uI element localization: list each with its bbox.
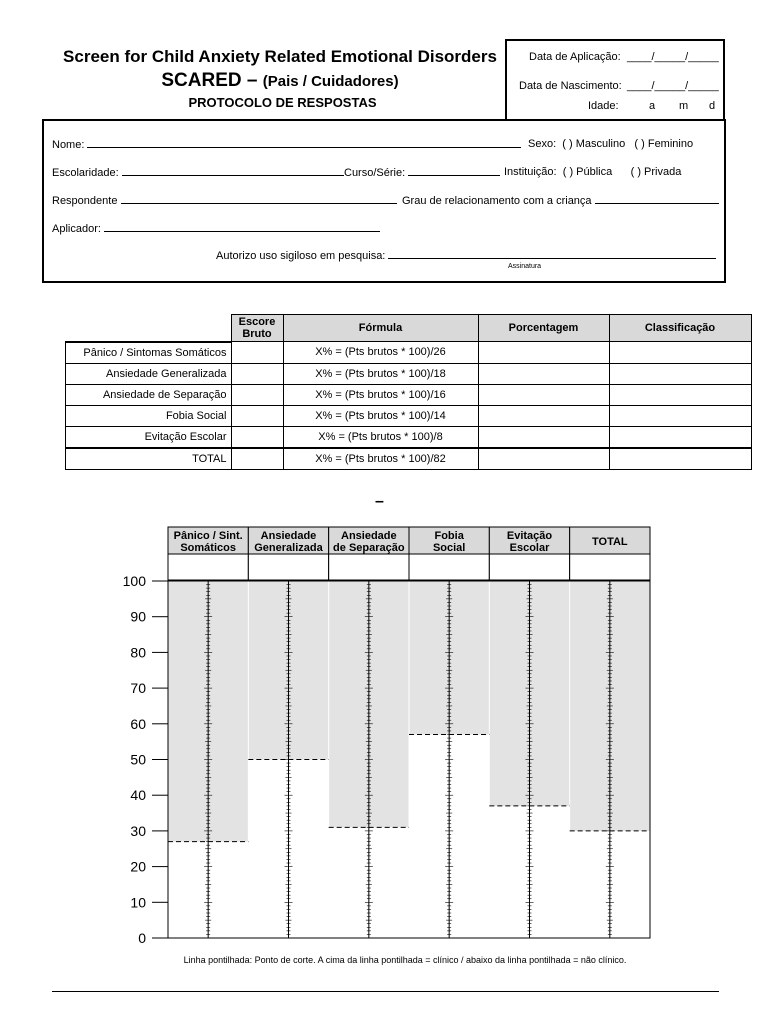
y-axis-label: 30 bbox=[130, 822, 146, 839]
autorizo-label: Autorizo uso sigiloso em pesquisa: bbox=[216, 250, 386, 262]
y-axis-label: 100 bbox=[122, 573, 146, 589]
assinatura-caption: Assinatura bbox=[508, 263, 542, 270]
nome-field[interactable] bbox=[87, 138, 521, 148]
category-header-label: Fobia Social bbox=[432, 530, 466, 554]
escore-cell[interactable] bbox=[231, 363, 283, 384]
respondente-label: Respondente bbox=[52, 195, 118, 207]
blank-header-cell bbox=[66, 315, 232, 342]
privada-option[interactable]: ( ) Privada bbox=[630, 166, 682, 178]
table-row-total bbox=[66, 448, 752, 470]
porcentagem-cell[interactable] bbox=[478, 342, 609, 364]
idade-anos[interactable]: a bbox=[649, 100, 656, 112]
porcentagem-cell[interactable] bbox=[478, 405, 609, 426]
category-header-label: Evitação Escolar bbox=[506, 530, 553, 554]
curso-label: Curso/Série: bbox=[344, 167, 406, 179]
classificacao-cell[interactable] bbox=[609, 426, 751, 448]
porcentagem-header: Porcentagem bbox=[478, 315, 609, 342]
row-label: Evitação Escolar bbox=[66, 426, 232, 448]
classificacao-cell[interactable] bbox=[609, 405, 751, 426]
score-table bbox=[65, 314, 752, 470]
cutoff-chart bbox=[60, 520, 660, 950]
classificacao-cell[interactable] bbox=[609, 342, 751, 364]
formula-cell: X% = (Pts brutos * 100)/16 bbox=[283, 384, 478, 405]
instituicao-label: Instituição: bbox=[504, 166, 557, 178]
category-header-label: TOTAL bbox=[592, 536, 628, 548]
formula-header: Fórmula bbox=[283, 315, 478, 342]
classificacao-header: Classificação bbox=[609, 315, 751, 342]
assinatura-field[interactable] bbox=[388, 249, 716, 259]
grau-field[interactable] bbox=[595, 194, 719, 204]
row-label: TOTAL bbox=[66, 448, 232, 470]
page-bottom-rule bbox=[52, 991, 719, 992]
porcentagem-cell[interactable] bbox=[478, 426, 609, 448]
row-label: Ansiedade de Separação bbox=[66, 384, 232, 405]
feminino-option[interactable]: ( ) Feminino bbox=[634, 138, 694, 150]
porcentagem-cell[interactable] bbox=[478, 384, 609, 405]
category-entry-cell bbox=[168, 554, 248, 580]
score-table-header bbox=[66, 315, 752, 342]
sexo-label: Sexo: bbox=[528, 138, 557, 150]
formula-cell: X% = (Pts brutos * 100)/8 bbox=[283, 426, 478, 448]
aplicacao-field[interactable]: ____/_____/_____ bbox=[627, 51, 719, 63]
category-header-label: Ansiedade Generalizada bbox=[254, 530, 323, 554]
category-entry-cell bbox=[248, 554, 328, 580]
y-axis-label: 50 bbox=[130, 751, 146, 768]
aplicador-label: Aplicador: bbox=[52, 223, 101, 235]
classificacao-cell[interactable] bbox=[609, 384, 751, 405]
y-axis-label: 20 bbox=[130, 858, 146, 875]
row-label: Ansiedade Generalizada bbox=[66, 363, 232, 384]
row-label: Fobia Social bbox=[66, 405, 232, 426]
scared-title bbox=[40, 70, 520, 92]
table-row bbox=[66, 342, 752, 364]
classificacao-cell[interactable] bbox=[609, 363, 751, 384]
escore-cell[interactable] bbox=[231, 448, 283, 470]
porcentagem-cell[interactable] bbox=[478, 363, 609, 384]
category-entry-cell bbox=[329, 554, 409, 580]
formula-cell: X% = (Pts brutos * 100)/82 bbox=[283, 448, 478, 470]
formula-cell: X% = (Pts brutos * 100)/14 bbox=[283, 405, 478, 426]
escore-cell[interactable] bbox=[231, 342, 283, 364]
nascimento-label: Data de Nascimento: bbox=[519, 80, 622, 92]
table-row bbox=[66, 405, 752, 426]
aplicacao-label: Data de Aplicação: bbox=[529, 51, 621, 63]
idade-meses[interactable]: m bbox=[679, 100, 689, 112]
y-axis-label: 0 bbox=[138, 930, 146, 946]
aplicador-field[interactable] bbox=[104, 222, 380, 232]
idade-dias[interactable]: d bbox=[709, 100, 716, 112]
escore-cell[interactable] bbox=[231, 384, 283, 405]
separator-dash: – bbox=[375, 493, 384, 510]
respondente-field[interactable] bbox=[121, 194, 397, 204]
date-box bbox=[505, 39, 725, 121]
formula-cell: X% = (Pts brutos * 100)/26 bbox=[283, 342, 478, 364]
info-box bbox=[42, 119, 726, 283]
table-row bbox=[66, 384, 752, 405]
y-axis-label: 90 bbox=[130, 608, 146, 625]
category-header-label: Ansiedade de Separação bbox=[333, 530, 405, 554]
y-axis-label: 10 bbox=[130, 894, 146, 911]
escolaridade-field[interactable] bbox=[122, 166, 344, 176]
y-axis-label: 60 bbox=[130, 715, 146, 732]
row-label: Pânico / Sintomas Somáticos bbox=[66, 342, 232, 364]
scared-subtitle: (Pais / Cuidadores) bbox=[262, 73, 399, 90]
escore-header: Escore Bruto bbox=[231, 315, 283, 342]
masculino-option[interactable]: ( ) Masculino bbox=[562, 138, 626, 150]
nome-label: Nome: bbox=[52, 139, 85, 151]
y-axis-label: 40 bbox=[130, 787, 146, 804]
chart-footnote: Linha pontilhada: Ponto de corte. A cima da linha pontilhada = clínico / abaixo da linha pontilhada = não clínico. bbox=[183, 955, 627, 965]
escore-cell[interactable] bbox=[231, 405, 283, 426]
publica-option[interactable]: ( ) Pública bbox=[562, 166, 613, 178]
category-header-label: Pânico / Sint. Somáticos bbox=[173, 530, 243, 554]
category-entry-cell bbox=[570, 554, 650, 580]
y-axis-label: 70 bbox=[130, 680, 146, 697]
grau-label: Grau de relacionamento com a criança bbox=[402, 195, 592, 207]
table-row bbox=[66, 426, 752, 448]
formula-cell: X% = (Pts brutos * 100)/18 bbox=[283, 363, 478, 384]
scared-label: SCARED – bbox=[161, 70, 258, 91]
idade-label: Idade: bbox=[588, 100, 619, 112]
porcentagem-cell[interactable] bbox=[478, 448, 609, 470]
nascimento-field[interactable]: ____/_____/_____ bbox=[627, 80, 719, 92]
category-entry-cell bbox=[489, 554, 569, 580]
y-axis-label: 80 bbox=[130, 644, 146, 661]
form-title: Screen for Child Anxiety Related Emotional Disorders bbox=[63, 47, 497, 66]
escore-cell[interactable] bbox=[231, 426, 283, 448]
protocol-title: PROTOCOLO DE RESPOSTAS bbox=[188, 95, 377, 110]
classificacao-cell[interactable] bbox=[609, 448, 751, 470]
category-entry-cell bbox=[409, 554, 489, 580]
escolaridade-label: Escolaridade: bbox=[52, 167, 119, 179]
curso-field[interactable] bbox=[408, 166, 500, 176]
table-row bbox=[66, 363, 752, 384]
